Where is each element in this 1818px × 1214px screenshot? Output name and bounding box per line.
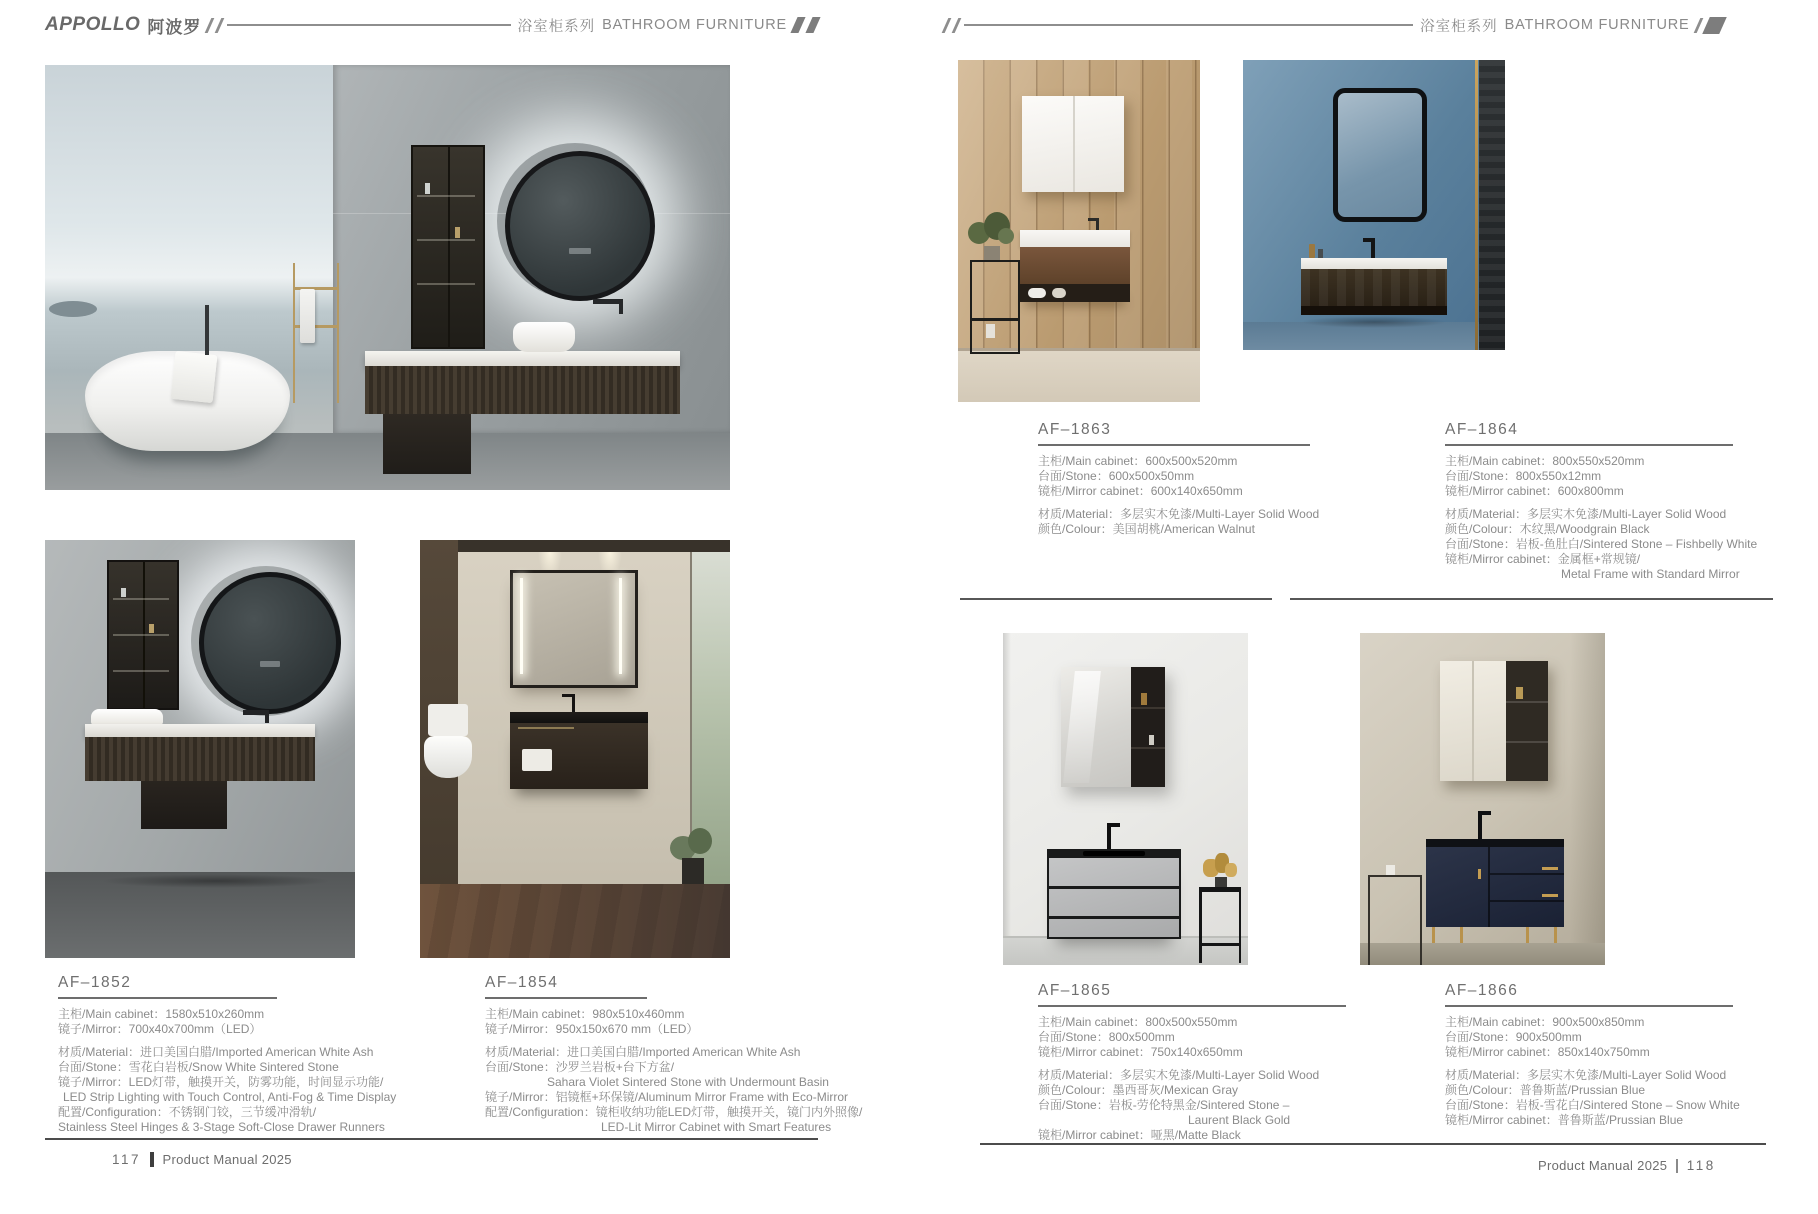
bottle [1141,693,1147,705]
footer-separator [150,1152,154,1167]
right-shade [1570,633,1605,965]
spec-line: 台面/Stone：800x500mm [1038,1029,1175,1044]
vanity-counter [510,712,648,723]
spec-line: 颜色/Colour：墨西哥灰/Mexican Gray [1038,1082,1239,1097]
vanity-counter [365,351,680,366]
page-number: 117 [112,1152,142,1167]
spec-line: 配置/Configuration：镜柜收纳功能LED灯带，触摸开关，镜门内外照像/ [485,1104,863,1119]
slash-icon [205,18,214,33]
left-footer-rule [45,1138,818,1140]
product-block-af1866 [1445,981,1740,1128]
header-rule [964,24,1413,26]
spec-line: 镜柜/Mirror cabinet：600x800mm [1445,483,1624,498]
black-counter [1047,849,1181,858]
product-specs [1038,1015,1346,1143]
spec-line: 镜柜/Mirror cabinet：普鲁斯蓝/Prussian Blue [1445,1112,1684,1127]
footer-separator [1676,1159,1678,1173]
cabinet-shelf [417,283,475,285]
cabinet-shelf [113,634,169,636]
af1852-photo [45,540,355,958]
product-specs [1445,454,1757,582]
product-block-af1854 [485,973,862,1135]
drawer-seam [1490,900,1564,902]
spec-line: 镜子/Mirror：LED灯带，触摸开关，防雾功能，时间显示功能/ [58,1074,384,1089]
page-number: 118 [1686,1158,1716,1173]
vanity-body [510,723,648,789]
product-specs [58,1007,396,1135]
cabinet-bottle [455,227,460,238]
gold-knob [1478,869,1481,879]
af1865-photo [1003,633,1248,965]
vanity-lower-box [383,414,471,474]
bottle [1516,687,1523,699]
table-leg [1199,892,1202,963]
tub-faucet [205,305,209,355]
model-underline [1445,444,1733,446]
spec-line: LED-Lit Mirror Cabinet with Smart Features [601,1119,832,1134]
navy-body [1426,847,1564,927]
drawer-seam [1490,873,1564,875]
model-underline [58,997,277,999]
spec-line: 主柜/Main cabinet：800x550x520mm [1445,453,1645,468]
spec-line: 台面/Stone：沙罗兰岩板+台下方盆/ [485,1059,675,1074]
mirror-cabinet [1440,661,1548,781]
mirror-cabinet [1061,667,1165,787]
cabinet-shelf [417,239,475,241]
shelf-line [1131,707,1165,709]
spec-line: 颜色/Colour：普鲁斯蓝/Prussian Blue [1445,1082,1646,1097]
white-doors [1440,661,1506,781]
spec-line: 主柜/Main cabinet：600x500x520mm [1038,453,1238,468]
reflection-streak [1063,671,1101,783]
cabinet-bottle [121,588,126,597]
spec-line: 台面/Stone：800x550x12mm [1445,468,1602,483]
spec-line: 颜色/Colour：木纹黑/Woodgrain Black [1445,521,1650,536]
faucet-spout [1107,823,1120,827]
shelf-line [1506,741,1548,743]
black-counter [1426,839,1564,847]
spec-line: 台面/Stone：岩板-劳伦特黑金/Sintered Stone – [1038,1097,1290,1112]
side-table [1199,887,1241,963]
series-title-cn: 浴室柜系列 [1420,18,1498,35]
product-specs [485,1007,862,1135]
door-seam [1472,661,1474,781]
spec-line: 主柜/Main cabinet：900x500x850mm [1445,1014,1645,1029]
wall-faucet-spout [265,710,269,723]
tub-towel [171,351,218,403]
brand-logo-cn: 阿波罗 [147,17,202,37]
vanity-open-shelf [1020,284,1130,302]
table-leg [1239,892,1242,963]
double-slash-icon [805,17,820,33]
towel [300,289,315,343]
parallelogram-slash-icon [1702,17,1727,34]
af1866-photo [1360,633,1605,965]
lower-slot [1301,306,1447,315]
model-underline [1445,1005,1733,1007]
basin-gloss [1083,851,1145,856]
header-rule [227,24,510,26]
cabinet-shelf [113,670,169,672]
side-table [1368,875,1422,965]
slash-icon [951,18,960,33]
mirror-cabinet [510,570,638,688]
vanity-body [85,737,315,781]
spec-line: LED Strip Lighting with Touch Control, Anti-Fog & Time Display [63,1089,397,1104]
spec-line: 台面/Stone：岩板-鱼肚白/Sintered Stone – Fishbelly White [1445,536,1758,551]
spec-line: 镜柜/Mirror cabinet：600x140x650mm [1038,483,1243,498]
left-footer [112,1152,292,1167]
spec-line: 镜柜/Mirror cabinet：哑黑/Matte Black [1038,1127,1241,1142]
spec-line: 台面/Stone：900x500mm [1445,1029,1582,1044]
gold-seam [1475,60,1478,350]
spec-line: 镜柜/Mirror cabinet：750x140x650mm [1038,1044,1243,1059]
spec-line: 材质/Material：多层实木免漆/Multi-Layer Solid Wood [1038,506,1320,521]
brand-logo: APPOLLO [45,14,141,35]
plant-leaves [998,228,1014,244]
faucet-spout [562,694,574,697]
drawer-seam [1049,916,1179,919]
spec-line: 镜柜/Mirror cabinet：金属框+常规镜/ [1445,551,1641,566]
spec-line: Sahara Violet Sintered Stone with Undermount Basin [547,1074,829,1089]
left-page-header [45,12,817,38]
spec-line: Metal Frame with Standard Mirror [1561,566,1740,581]
shelf-line [1131,747,1165,749]
open-shelf-unit [1131,667,1165,787]
framed-mirror [1333,88,1427,222]
slash-icon [1693,18,1702,33]
tall-faucet [1107,823,1111,851]
footer-label: Product Manual 2025 [1538,1158,1668,1173]
plant-pot [984,246,1000,260]
af1863-photo [958,60,1200,402]
spec-line: Laurent Black Gold [1188,1112,1291,1127]
floor-shade [420,884,730,958]
gold-handle [1542,867,1558,870]
toilet-tank [428,704,468,736]
series-title-en: BATHROOM FURNITURE [1504,17,1690,33]
spec-line: 主柜/Main cabinet：800x500x550mm [1038,1014,1238,1029]
spec-line: 颜色/Colour：美国胡桃/American Walnut [1038,521,1255,536]
gold-plant [1225,863,1237,877]
vanity-body [1020,247,1130,284]
ceiling [420,540,730,552]
product-block-af1852 [58,973,396,1135]
model-underline [485,997,647,999]
bottle [1149,735,1154,745]
mirror-cabinet [1022,96,1124,192]
gold-leg [1554,927,1557,943]
shelf-line [1506,701,1548,703]
cup [1386,865,1395,875]
double-slash-icon [790,17,805,33]
product-specs [1445,1015,1740,1128]
spec-line: 材质/Material：多层实木免漆/Multi-Layer Solid Wood [1038,1067,1320,1082]
spec-line: 主柜/Main cabinet：980x510x460mm [485,1006,685,1021]
floor-shadow [101,874,331,888]
model-underline [1038,444,1310,446]
spec-line: 主柜/Main cabinet：1580x510x260mm [58,1006,265,1021]
hero-photo [45,65,730,490]
spec-line: 材质/Material：多层实木免漆/Multi-Layer Solid Wood [1445,1067,1727,1082]
right-footer [1538,1158,1716,1173]
product-model: AF–1863 [1038,421,1112,438]
spec-line: 镜子/Mirror：铝镜框+环保镜/Aluminum Mirror Frame with Eco-Mirror [485,1089,849,1104]
product-model: AF–1852 [58,974,132,991]
table-shelf [972,318,1018,321]
tall-faucet [1478,811,1482,839]
gold-handle [518,727,574,729]
series-title-en: BATHROOM FURNITURE [602,17,787,33]
faucet-spout [1478,811,1491,815]
af1854-photo [420,540,730,958]
faucet-spout [1088,218,1098,221]
vanity-body [1301,269,1447,315]
product-model: AF–1865 [1038,982,1112,999]
spec-line: 镜子/Mirror：700x40x700mm（LED） [58,1021,262,1036]
slash-icon [215,18,224,33]
vanity-body [365,366,680,414]
drawer-seam [1049,886,1179,889]
towel-ladder [293,263,339,403]
cabinet-bottle [425,183,430,194]
spec-line: 材质/Material：进口美国白腊/Imported American White Ash [58,1044,374,1059]
vanity-counter [85,724,315,737]
side-table [970,260,1020,354]
vanity-counter [1020,230,1130,247]
round-mirror [199,572,341,714]
section-divider [960,598,1272,600]
mirror-clock-display [569,248,591,254]
floor [958,348,1200,402]
section-divider [1290,598,1773,600]
product-block-af1864 [1445,420,1757,582]
led-strip [619,578,622,674]
floor-vanity [1426,839,1564,943]
gold-leg [1432,927,1435,943]
plant-leaves [688,828,712,854]
vessel-basin [513,322,575,352]
cabinet-door-divider [448,147,450,347]
cabinet-shelf [417,195,475,197]
rolled-towel [1028,288,1046,298]
series-title-cn: 浴室柜系列 [517,18,596,35]
faucet-spout [1363,238,1375,242]
cabinet-shelf [113,598,169,600]
panel-texture [1479,60,1505,350]
spec-line: 材质/Material：进口美国白腊/Imported American White Ash [485,1044,801,1059]
cabinet-bottle [149,624,154,633]
display-cabinet [411,145,485,349]
table-top [1199,887,1241,892]
product-block-af1863 [1038,420,1319,537]
plant-pot [1215,877,1227,887]
product-model: AF–1864 [1445,421,1519,438]
plant-pot [682,858,704,884]
gold-handle [1542,894,1558,897]
door-seam [1488,847,1490,927]
af1864-photo [1243,60,1505,350]
spec-line: 台面/Stone：岩板-雪花白/Sintered Stone – Snow White [1445,1097,1740,1112]
dark-shelf-unit [1506,661,1548,781]
display-cabinet [107,560,179,710]
basin [91,709,163,725]
vanity [1047,849,1181,939]
product-model: AF–1854 [485,974,559,991]
vanity-lower-box [141,781,227,829]
towel [522,749,552,771]
wall-faucet-spout [619,299,623,314]
spec-line: 台面/Stone：雪花白岩板/Snow White Sintered Stone [58,1059,339,1074]
product-block-af1865 [1038,981,1346,1143]
gold-leg [1460,927,1463,943]
vanity-counter [1301,258,1447,269]
model-underline [1038,1005,1346,1007]
product-model: AF–1866 [1445,982,1519,999]
toilet-bowl [424,736,472,778]
footer-label: Product Manual 2025 [162,1152,292,1167]
bottle [1309,244,1315,258]
spec-line: 镜子/Mirror：950x150x670 mm（LED） [485,1021,699,1036]
vanity-body [1047,858,1181,939]
product-specs [1038,454,1319,537]
sea-rock [49,301,97,317]
bottle [1318,249,1323,258]
mirror-clock-display [260,661,280,667]
vase [986,324,995,338]
mirror-door [1061,667,1131,787]
spec-line: 配置/Configuration：不锈钢门铰，三节缓冲滑轨/ [58,1104,317,1119]
table-shelf [1199,943,1241,946]
left-shade [1003,633,1011,965]
spec-line: 台面/Stone：600x500x50mm [1038,468,1195,483]
right-page-header [945,12,1723,38]
right-footer-rule [980,1143,1766,1145]
round-mirror [505,151,655,301]
rolled-towel [1052,288,1066,298]
led-strip [520,578,523,674]
spec-line: 镜柜/Mirror cabinet：850x140x750mm [1445,1044,1650,1059]
spec-line: Stainless Steel Hinges & 3-Stage Soft-Close Drawer Runners [58,1119,385,1134]
gold-leg [1526,927,1529,943]
spec-line: 材质/Material：多层实木免漆/Multi-Layer Solid Wood [1445,506,1727,521]
slash-icon [942,18,951,33]
vanity-shadow [1301,316,1447,328]
door-seam [1073,96,1075,192]
